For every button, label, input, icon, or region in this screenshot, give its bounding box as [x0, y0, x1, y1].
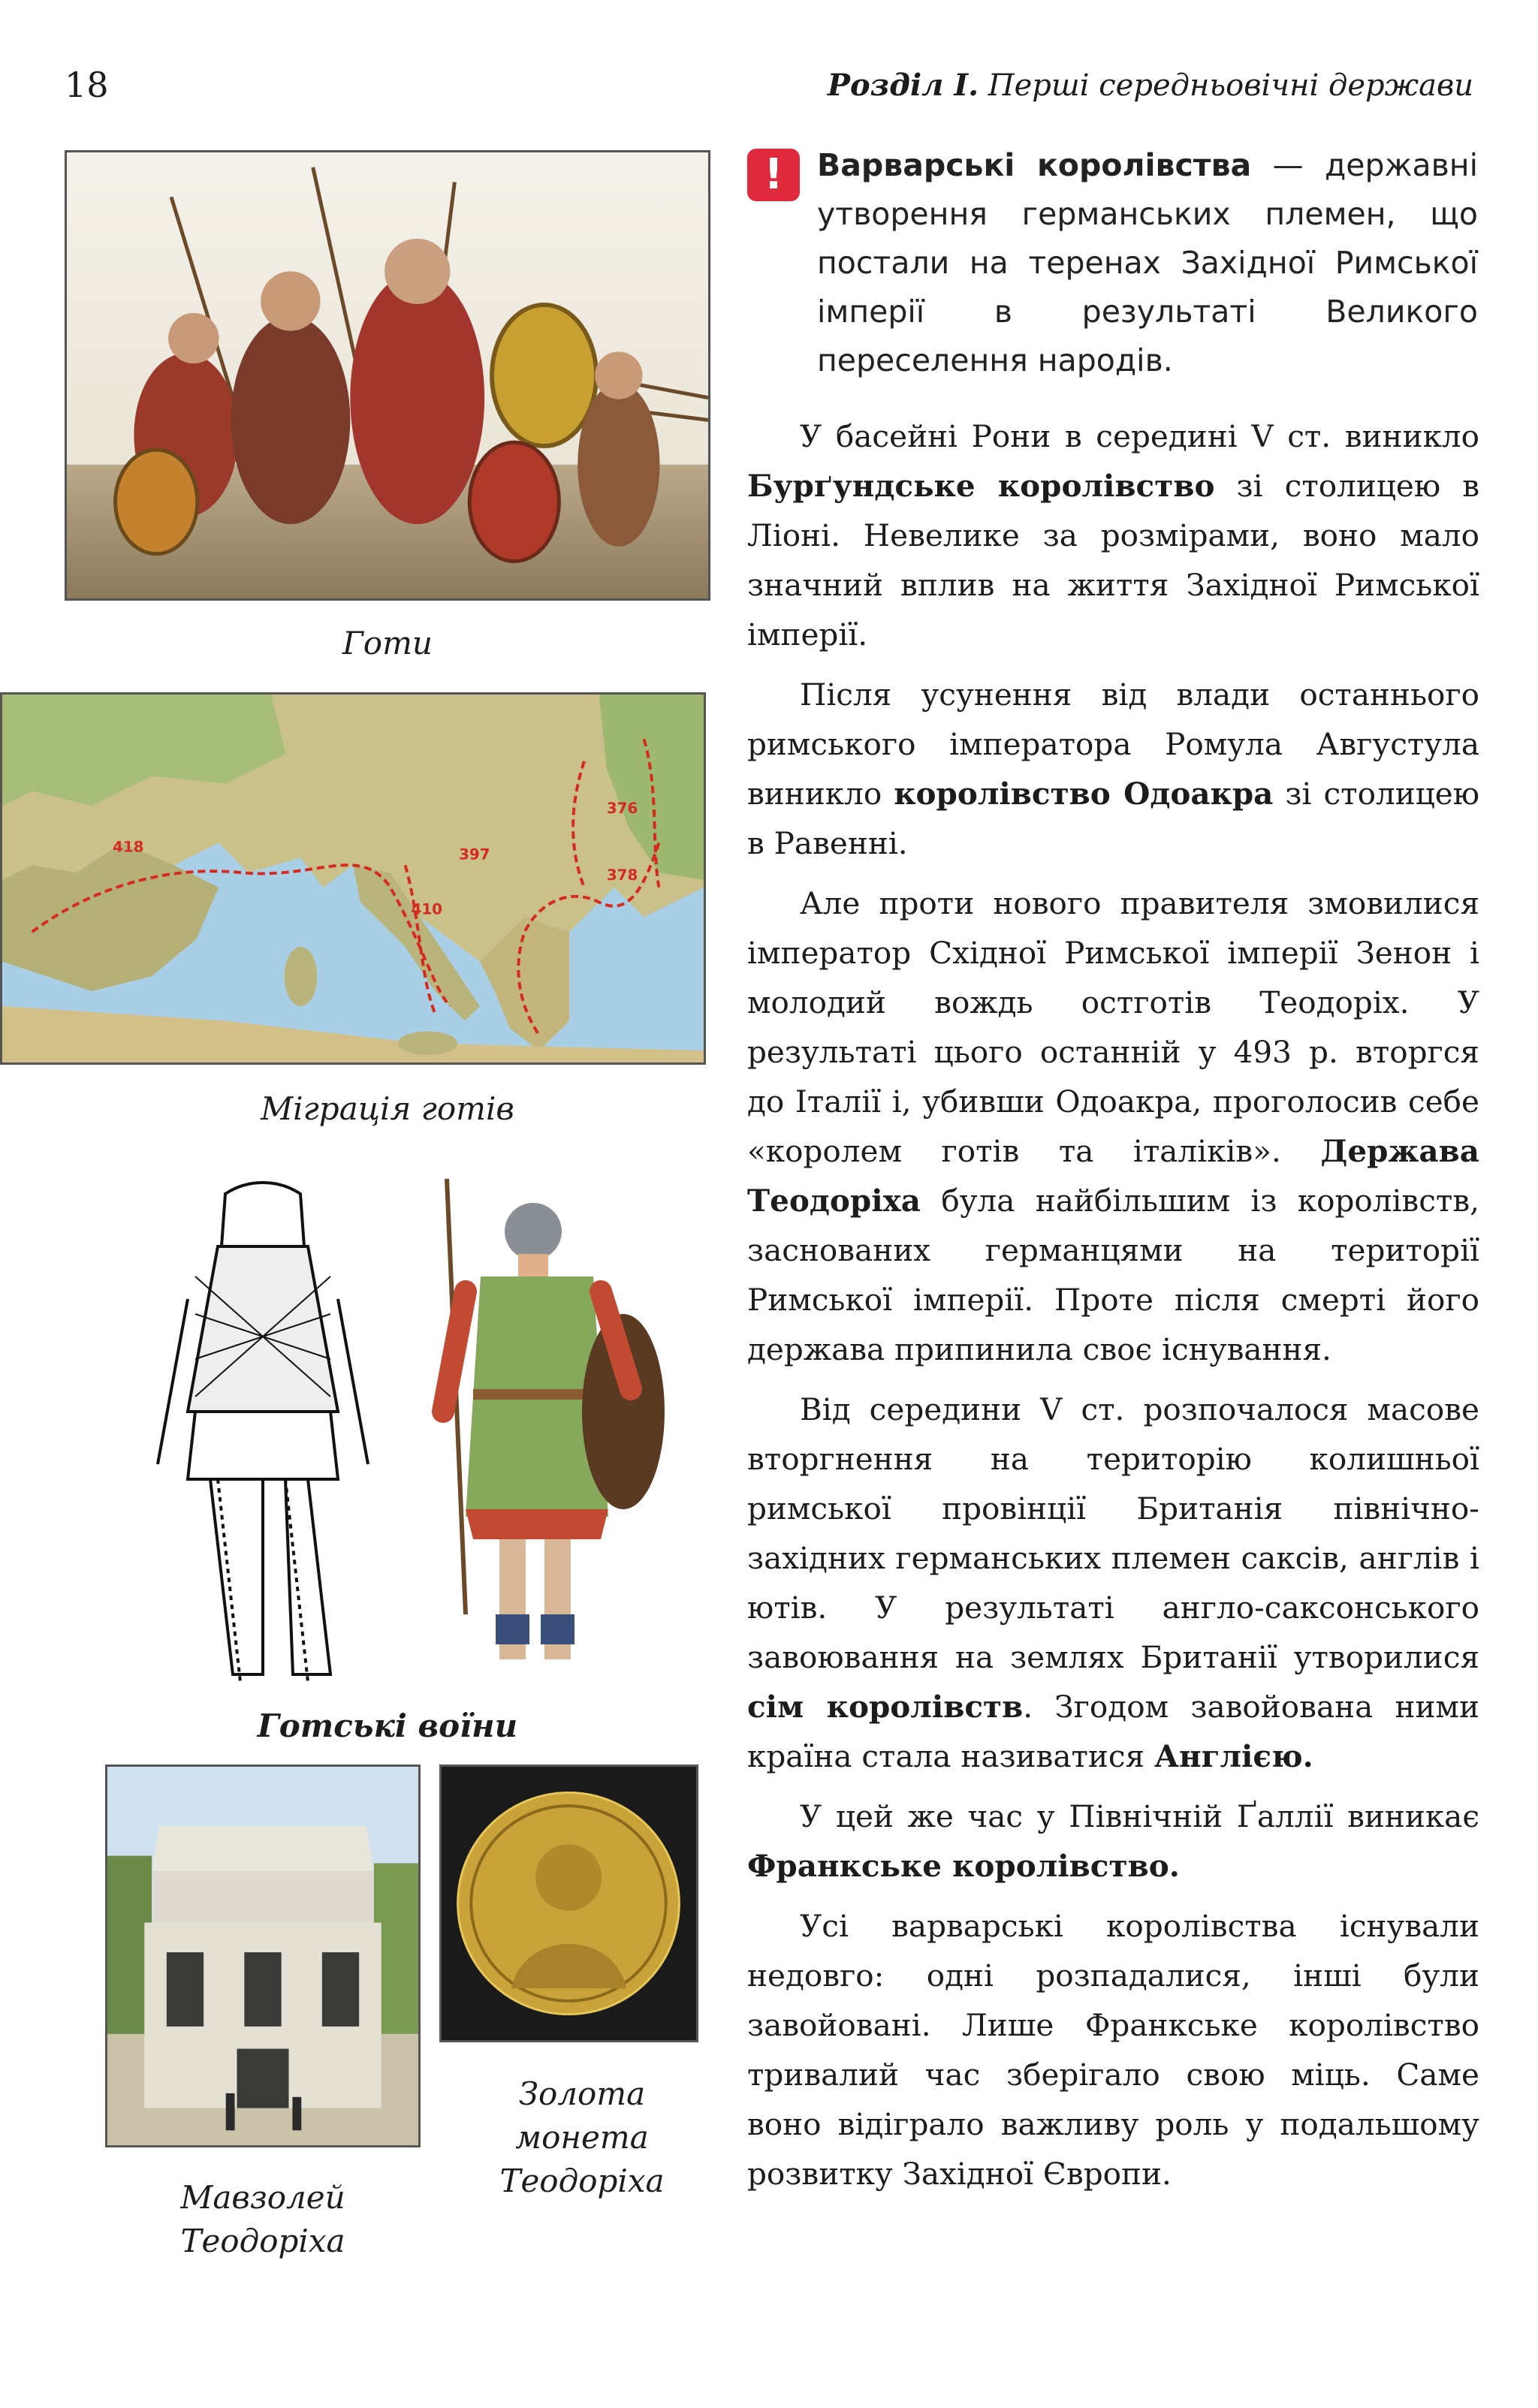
text-run: У басейні Рони в середині V ст. виникло	[800, 418, 1479, 454]
paragraph-1	[747, 411, 1479, 659]
text-run: зі столицею в Равенні.	[747, 776, 1479, 861]
paragraph-2	[747, 670, 1479, 868]
map-label-397: 397	[459, 845, 490, 863]
definition-term: Варварські королівства	[817, 147, 1252, 183]
section-title: Перші середньовічні держави	[988, 68, 1473, 103]
coin-caption: Золота монета Теодоріха	[499, 2075, 665, 2199]
text-run: була найбільшим із королівств, заснованих германцями на території Римської імперії. Проте після смерті його держава припинила своє існування.	[747, 1183, 1479, 1367]
text-run: . Згодом завойована ними країна стала називатися	[747, 1689, 1479, 1774]
text-run: Від середини V ст. розпочалося масове вторгнення на територію колишньої римської провінції Британія північно-західних германських племен саксів, англів і ютів. У результаті англо-саксонського завоювання на землях Британії утворилися	[747, 1391, 1479, 1675]
bold-term: Англією.	[1154, 1738, 1313, 1774]
warriors-caption: Готські воїни	[257, 1707, 518, 1744]
goths-caption: Готи	[342, 625, 433, 662]
bold-term: Держава Теодоріха	[747, 1133, 1479, 1219]
bold-term: Бурґундське королівство	[747, 468, 1215, 504]
text-run: Але проти нового правителя змовилися імператор Східної Римської імперії Зенон і молодий вождь остготів Теодоріх. У результаті цього останній у 493 р. вторгся до Італії і, убивши Одоакра, проголосив себе «королем готів та італіків».	[747, 885, 1479, 1169]
paragraph-6	[747, 1901, 1479, 2199]
gold-coin-photo	[439, 1765, 698, 2042]
page-number: 18	[65, 65, 109, 105]
map-label-376: 376	[606, 800, 638, 818]
text-run: У цей же час у Північній Ґаллії виникає	[800, 1798, 1479, 1834]
important-icon: !	[747, 149, 800, 201]
text-run: зі столицею в Ліоні. Невелике за розмірами, воно мало значний вплив на життя Західної Римської імперії.	[747, 468, 1479, 652]
map-label-410: 410	[411, 900, 442, 918]
migration-map	[0, 692, 706, 1065]
mausoleum-caption: Мавзолей Теодоріха	[180, 2179, 345, 2259]
mausoleum-photo	[105, 1765, 421, 2147]
bold-term: Франкське королівство.	[747, 1848, 1180, 1884]
body-text	[747, 411, 1479, 2209]
section-label: Розділ I.	[827, 68, 979, 103]
goths-illustration	[65, 150, 710, 601]
bold-term: королівство Одоакра	[894, 776, 1274, 812]
running-head	[828, 68, 1473, 103]
definition-body: — державні утворення германських племен, що постали на теренах Західної Римської імперії в результаті Великого переселення народів.	[817, 147, 1478, 378]
map-label-418: 418	[113, 838, 144, 856]
bold-term: сім королівств	[747, 1689, 1024, 1725]
text-run: Усі варварські королівства існували недовго: одні розпадалися, інші були завойовані. Лише Франкське королівство тривалий час зберігало свою міць. Саме воно відіграло важливу роль у подальшому розвитку Західної Європи.	[747, 1908, 1479, 2192]
migration-caption: Міграція готів	[261, 1090, 514, 1127]
paragraph-3	[747, 879, 1479, 1374]
gothic-warriors-illustration	[113, 1164, 683, 1697]
paragraph-4	[747, 1385, 1479, 1781]
paragraph-5	[747, 1792, 1479, 1891]
map-label-378: 378	[606, 866, 638, 884]
text-run: Після усунення від влади останнього римського імператора Ромула Августула виникло	[747, 677, 1479, 812]
definition-text	[817, 141, 1478, 385]
